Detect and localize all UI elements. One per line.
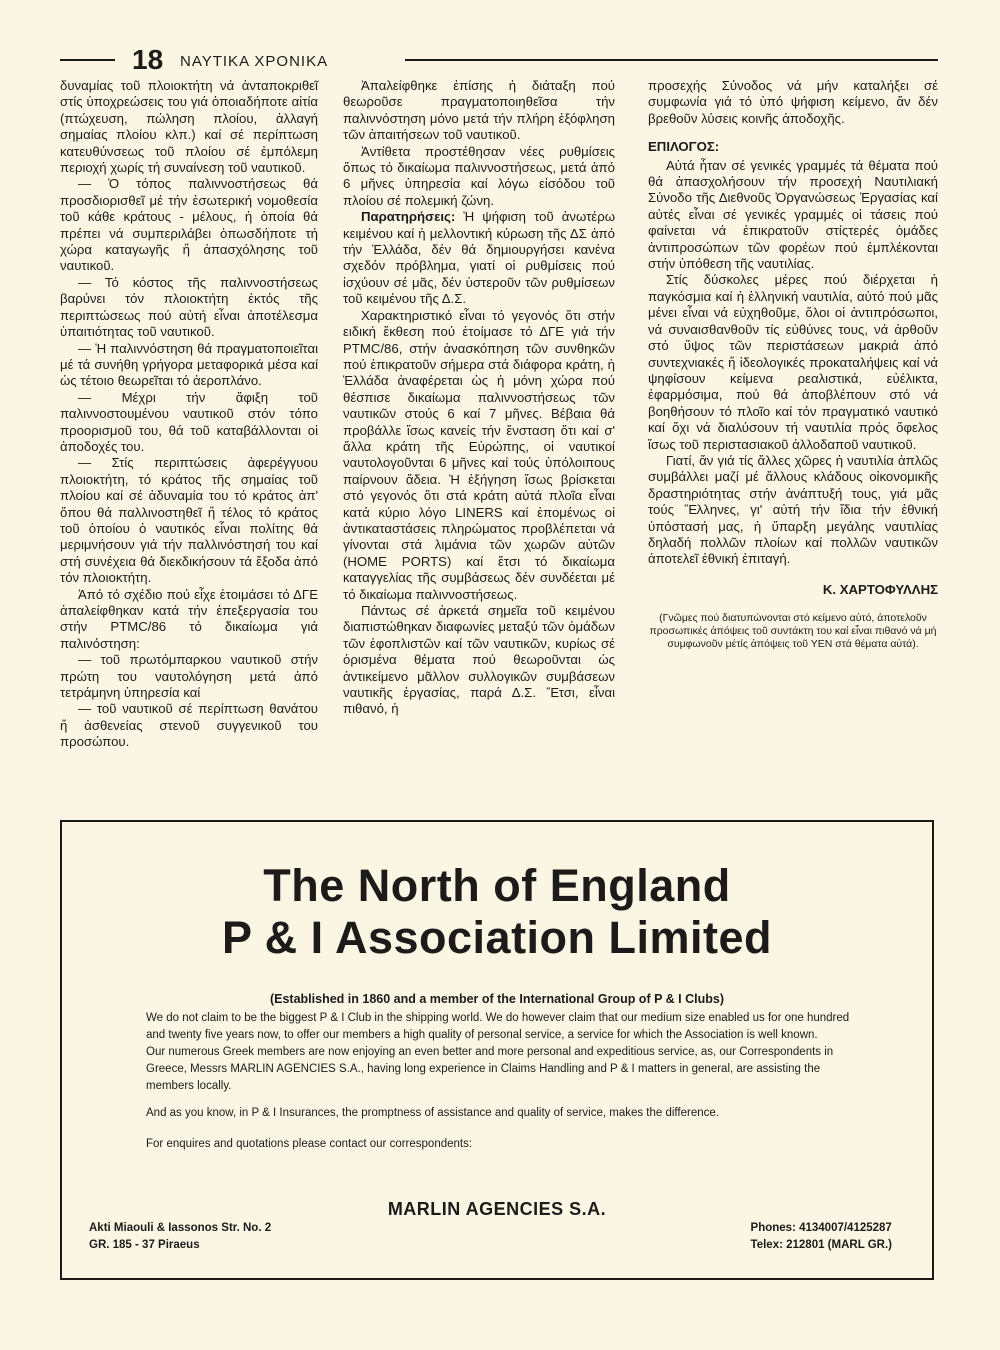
author-signature: Κ. ΧΑΡΤΟΦΥΛΛΗΣ (822, 581, 938, 597)
telex-line: Telex: 212801 (MARL GR.) (750, 1239, 892, 1251)
article-column-2 (343, 78, 615, 718)
agency-address (89, 1220, 271, 1254)
ad-paragraph: Our numerous Greek members are now enjoying an even better and more personal and expeditious service, as, our Correspondents in Greece, Messrs MARLIN AGENCIES S.A., having long experience in Claims Handling and P & I matters in general, are assisting the members locally. (146, 1046, 834, 1092)
ad-paragraph: We do not claim to be the biggest P & I Club in the shipping world. We do however claim that our medium size enabled us for one hundred and twenty five years now, to offer our members a high quality of personal service, a service for which the Association is well known. (146, 1012, 850, 1041)
ad-paragraph: And as you know, in P & I Insurances, the promptness of assistance and quality of service, makes the difference. (146, 1107, 719, 1119)
ad-title-line1: The North of England (263, 860, 731, 911)
remarks-paragraph (343, 209, 615, 307)
phones-line: Phones: 4134007/4125287 (750, 1222, 892, 1234)
col2-paragraph: Ἀπαλείφθηκε ἐπίσης ἡ διάταξη πού θεωροῦσε πραγματοποιηθεῖσα τήν παλιννόστηση μόνο μετά τήν πλήρη ἐξόφληση τῶν ἀπαιτήσεων τοῦ ναυτικοῦ. (343, 78, 615, 143)
disclaimer-note: (Γνῶμες πού διατυπώνονται στό κείμενο αὐτό, ἀποτελοῦν προσωπικές ἀπόψεις τοῦ συντάκτη του καί εἶναι πιθανό νά μή συμφωνοῦν μέτίς ἀπόψεις τοῦ ΥΕΝ στά θέματα αὐτά). (649, 612, 937, 651)
address-line: Akti Miaouli & Iassonos Str. No. 2 (89, 1222, 272, 1234)
col2-paragraph: Ἀντίθετα προστέθησαν νέες ρυθμίσεις ὅπως τό δικαίωμα παλιννοστήσεως, μετά ἀπό 6 μῆνες ὑπηρεσία καί λόγω εἰσόδου τοῦ πλοίου σέ πολεμική ζώνη. (343, 143, 615, 208)
agency-contact (751, 1220, 892, 1254)
col1-paragraph: — τοῦ ναυτικοῦ σέ περίπτωση θανάτου ἤ ἀσθενείας στενοῦ συγγενικοῦ του προσώπου. (60, 701, 318, 750)
col1-paragraph: — Ὁ τόπος παλιννοστήσεως θά προσδιορισθεῖ μέ τήν ἐσωτερική νομοθεσία τοῦ κάθε κράτους - μέλους, ἡ ὁποία θά πρέπει νά συμπεριλάβει ὁπωσδήποτε τή χώρα καταγωγῆς ἤ ἀπασχόλησης τοῦ ναυτικοῦ. (60, 176, 318, 274)
col1-paragraph: δυναμίας τοῦ πλοιοκτήτη νά ἀνταποκριθεῖ στίς ὑποχρεώσεις του γιά ὁποιαδήποτε αἰτία (πτώχευση, πώληση πλοίου, ἀλλαγή σημαίας πλοίου κλπ.) καί σέ περίπτωση κατευθύνσεως τοῦ πλοίου σέ ἐμπόλεμη περιοχή χωρίς τή συναίνεση τοῦ ναυτικοῦ. (60, 78, 318, 176)
advertisement-box (60, 820, 934, 1280)
article-column-3 (648, 78, 938, 651)
col1-paragraph: — τοῦ πρωτόμπαρκου ναυτικοῦ στήν πρώτη του ναυτολόγηση μετά ἀπό τετράμηνη ὑπηρεσία καί (60, 652, 318, 701)
header-rule-right (405, 59, 938, 61)
remarks-label: Παρατηρήσεις: (361, 209, 456, 225)
col3-paragraph: Αὐτά ἦταν σέ γενικές γραμμές τά θέματα πού θά ἀπασχολήσουν τήν προσεχή Ναυτιλιακή Σύνοδο τῆς Διεθνοῦς Ὀργανώσεως Ἐργασίας καί αὐτές εἶναι σέ γενικές γραμμές οἱ τάσεις πού φαίνεται νά ἐπικρατοῦν στίςτερές ὁμάδες ἀντιπροσώπων τῶν φορέων πού ἐμπλέκονται στήν ὑπόθεση τῆς ναυτιλίας. (648, 157, 938, 272)
article-column-1 (60, 78, 318, 751)
address-line: GR. 185 - 37 Piraeus (89, 1239, 200, 1251)
col1-paragraph: Ἀπό τό σχέδιο πού εἶχε ἑτοιμάσει τό ΔΓΕ ἀπαλείφθηκαν κατά τήν ἐπεξεργασία του στήν PTMC/86 τό δικαίωμα γιά παλινόστηση: (60, 586, 318, 651)
ad-paragraph: For enquires and quotations please contact our correspondents: (146, 1138, 473, 1150)
page-header (60, 44, 938, 78)
agency-name: MARLIN AGENCIES S.A. (387, 1199, 607, 1219)
col2-paragraph: Χαρακτηριστικό εἶναι τό γεγονός ὅτι στήν ειδική ἔκθεση πού ἑτοίμασε τό ΔΓΕ γιά τήν PTMC/86, στήν ἀνασκόπηση τῶν συνθηκῶν πού ἐπικρατοῦν σήμερα στά διάφορα κράτη, ἡ Ἑλλάδα ἀναφέρεται ὡς ἡ μόνη χώρα πού θέσπισε δικαίωμα παλιννοστήσεως τῶν ναυτικῶν στούς 6 καί 7 μῆνες. Βέβαια θά προβάλλε ἴσως κανείς τήν ἔνσταση ὅτι καί σ' ἄλλα κράτη τῆς Εὐρώπης, οἱ ναυτικοί ναυτολογοῦνται 6 μῆνες καί τούς ὑπόλοιπους παίρνουν ἄδεια. Ἡ ἐξήγηση ἴσως βρίσκεται στό γεγονός ὅτι στά κράτη αὐτά πλοῖα εἶναι κατά κύριο λόγο LINERS καί ἑπομένως οἱ ἀντικαταστάσεις πληρώματος προβλέπεται νά γίνονται στά λιμάνια τῶν χωρῶν αὐτῶν (HOME PORTS) καί ἔτσι τό δικαίωμα καταγγελίας τῆς συμβάσεως δέν συνδέεται μέ τό δικαίωμα παλιννοστήσεως. (343, 307, 615, 602)
col3-paragraph: Γιατί, ἄν γιά τίς ἄλλες χῶρες ἡ ναυτιλία ἁπλῶς συμβάλλει μαζί μέ ἄλλους κλάδους οἰκονομικῆς δραστηριότητας στήν ἀνάπτυξή τους, γιά μᾶς τούς Ἕλληνες, γι' αὐτή τήν ἴδια τήν ἐθνική ὑπόστασή μας, ἡ ὕπαρξη μεγάλης ναυτιλίας δηλαδή πολλῶν πλοίων καί πολλῶν ναυτικῶν ἀποτελεῖ ἐθνική ἐπιταγή. (648, 452, 938, 567)
ad-title-line2: P & I Association Limited (221, 912, 773, 963)
col3-paragraph: προσεχής Σύνοδος νά μήν καταλήξει σέ συμφωνία γιά τό ὑπό ψήφιση κείμενο, ἄν δέν βρεθοῦν λύσεις κοινῆς ἀποδοχῆς. (648, 78, 938, 126)
ad-body (146, 1010, 856, 1153)
col2-paragraph: Πάντως σέ ἀρκετά σημεῖα τοῦ κειμένου διαπιστώθηκαν διαφωνίες μεταξύ τῶν ὁμάδων τῶν ἐφοπλιστῶν καί τῶν ναυτικῶν, κυρίως σέ ὁρισμένα θέματα πού θεωροῦνται ὡς ἀντικείμενο μᾶλλον συλλογικῶν συμβάσεων ναυτικῆς ἐργασίας, παρά Δ.Σ. Ἔτσι, εἶναι πιθανό, ἡ (343, 603, 615, 717)
page-number: 18 (132, 44, 164, 75)
col1-paragraph: — Τό κόστος τῆς παλιννοστήσεως βαρύνει τόν πλοιοκτήτη ἐκτός τῆς περιπτώσεως πού αὐτή εἶναι ἀποτέλεσμα ὑπαιτιότητας τοῦ ναυτικοῦ. (60, 274, 318, 340)
col1-paragraph: — Ἡ παλιννόστηση θά πραγματοποιεῖται μέ τά συνήθη γρήγορα μεταφορικά μέσα καί ὡς τέτοιο θεωρεῖται τό ἀεροπλάνο. (60, 340, 318, 389)
ad-established-line: (Established in 1860 and a member of the International Group of P & I Clubs) (269, 992, 724, 1006)
publication-name: ΝΑΥΤΙΚΑ ΧΡΟΝΙΚΑ (180, 53, 329, 70)
col3-paragraph: Στίς δύσκολες μέρες πού διέρχεται ἡ παγκόσμια καί ἡ ἑλληνική ναυτιλία, αὐτό πού μᾶς μένει εἶναι νά εὐχηθοῦμε, ὅλοι οἱ ἀντιπρόσωποι, νά συναισθανθοῦν τίς εὐθύνες τους, νά ἀρθοῦν στό ὕψος τῶν περιστάσεων μακριά ἀπό συντεχνιακές ἤ ἰδεολογικές προκαταλήψεις καί νά ψηφίσουν κείμενα ρεαλιστικά, εὐέλικτα, ἐφαρμόσιμα, πού θά ἀποβλέπουν στό νά βοηθήσουν τό πλοῖο καί τόν πραγματικό ναυτικό καί ὄχι νά διαλύσουν τή ναυτιλία πρός ὄφελος ἴσως τοῦ περιστασιακοῦ ἀλλοδαποῦ ναυτικοῦ. (648, 272, 938, 452)
col1-paragraph: — Μέχρι τήν ἄφιξη τοῦ παλιννοστουμένου ναυτικοῦ στόν τόπο προορισμοῦ του, θά τοῦ καταβάλλονται οἱ ἀποδοχές του. (60, 389, 318, 454)
epilogue-heading: ΕΠΙΛΟΓΟΣ: (648, 139, 720, 155)
col1-paragraph: — Στίς περιπτώσεις ἀφερέγγυου πλοιοκτήτη, τό κράτος τῆς σημαίας τοῦ πλοίου καί σέ ἀδυναμία του τό κράτος ἀπ' ὅπου θά παλλινοστηθεῖ ἤ τέλος τό κράτος τοῦ ὁποίου ὁ ναυτικός εἶναι πολίτης θά μεριμνήσουν γιά τήν παλλινόστησή του καί στή συνέχεια θά διεκδικήσουν τά ἔξοδα ἀπό τόν πλοιοκτήτη. (60, 455, 318, 586)
header-rule-left (60, 59, 115, 61)
remarks-text: Ἡ ψήφιση τοῦ ἀνωτέρω κειμένου καί ἡ μελλοντική κύρωση τῆς ΔΣ ἀπό τήν Ἑλλάδα, δέν θά δημιουργήσει κανένα σχεδόν πρόβλημα, γιατί οἱ ρυθμίσεις πού ἰσχύουν σέ μᾶς, δέν ὑστεροῦν τῶν ρυθμίσεων τοῦ κειμένου τῆς Δ.Σ. (343, 209, 615, 307)
